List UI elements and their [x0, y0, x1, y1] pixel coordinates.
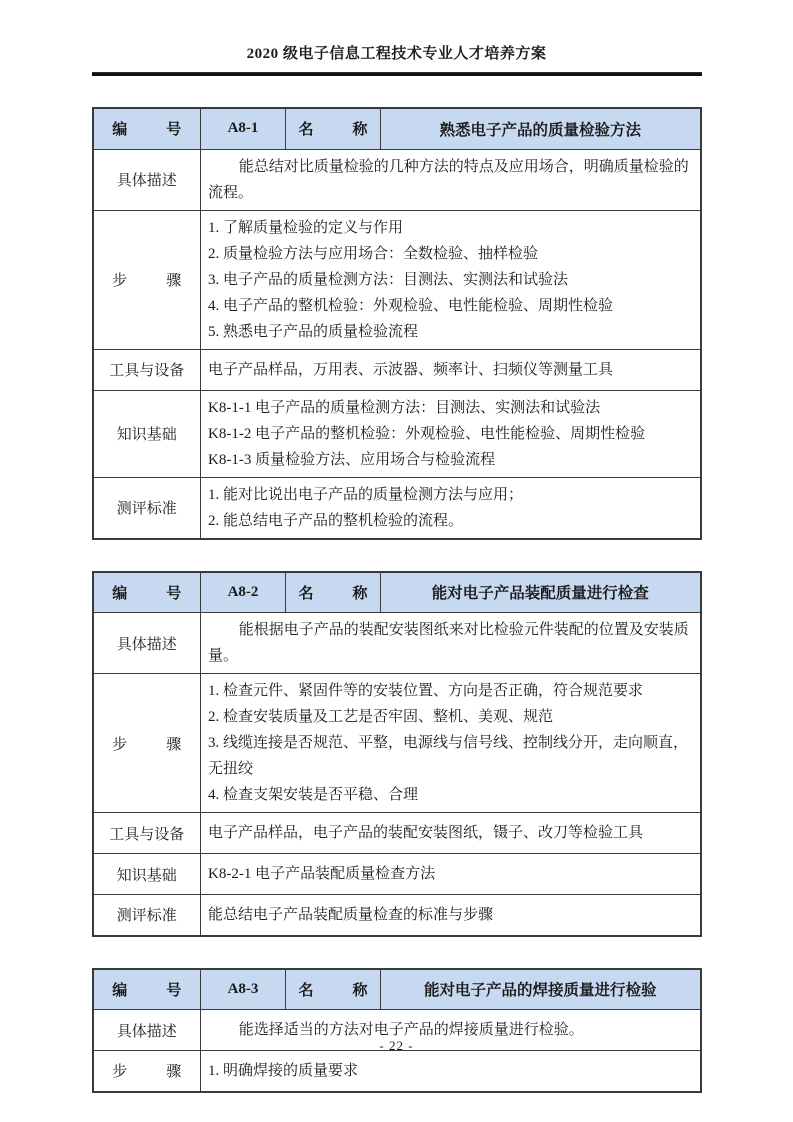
card-title: 熟悉电子产品的质量检验方法: [381, 108, 701, 149]
page-number: - 22 -: [379, 1038, 414, 1053]
table-row: [93, 674, 701, 813]
tools-label: 工具与设备: [93, 813, 201, 854]
id-value: A8-3: [201, 969, 286, 1010]
knowledge-line: K8-1-2 电子产品的整机检验：外观检验、电性能检验、周期性检验: [208, 425, 646, 442]
criteria-line: 1. 能对比说出电子产品的质量检测方法与应用；: [208, 486, 524, 503]
knowledge-label: 知识基础: [93, 390, 201, 477]
steps-label: [93, 674, 201, 813]
id-label: [93, 108, 201, 149]
description-text: 能总结对比质量检验的几种方法的特点及应用场合，明确质量检验的流程。: [208, 158, 689, 201]
steps-label: [93, 1051, 201, 1092]
table-row: [93, 477, 701, 539]
skill-card-a8-2: [92, 571, 702, 937]
steps-label-text: 步骤: [112, 736, 182, 753]
id-label: [93, 572, 201, 613]
id-label: [93, 969, 201, 1010]
criteria-label: 测评标准: [93, 477, 201, 539]
description-label: 具体描述: [93, 613, 201, 674]
description-label: 具体描述: [93, 149, 201, 210]
header-divider: [92, 72, 702, 76]
description-text: 能选择适当的方法对电子产品的焊接质量进行检验。: [238, 1022, 584, 1038]
steps-label-text: 步骤: [112, 273, 182, 289]
id-label-text: 编号: [112, 122, 182, 139]
step-line: 1. 了解质量检验的定义与作用: [208, 219, 404, 236]
steps-label: [93, 210, 201, 349]
card-title: 能对电子产品装配质量进行检查: [381, 572, 701, 613]
step-line: 3. 电子产品的质量检测方法：目测法、实测法和试验法: [208, 271, 569, 288]
table-row: [93, 149, 701, 210]
knowledge-line: K8-1-3 质量检验方法、应用场合与检验流程: [208, 451, 496, 468]
table-row: [93, 572, 701, 613]
step-line: 5. 熟悉电子产品的质量检验流程: [208, 323, 419, 340]
steps-label-text: 步骤: [112, 1064, 182, 1081]
criteria-cell: 能总结电子产品装配质量检查的标准与步骤: [201, 895, 701, 936]
name-label-text: 名称: [298, 982, 368, 999]
knowledge-label: 知识基础: [93, 854, 201, 895]
table-row: [93, 1051, 701, 1092]
steps-cell: [201, 210, 701, 349]
id-value: A8-2: [201, 572, 286, 613]
step-line: 1. 检查元件、紧固件等的安装位置、方向是否正确，符合规范要求: [208, 683, 644, 699]
step-line: 4. 检查支架安装是否平稳、合理: [208, 787, 419, 803]
table-row: [93, 969, 701, 1010]
step-line: 4. 电子产品的整机检验：外观检验、电性能检验、周期性检验: [208, 297, 614, 314]
id-value: A8-1: [201, 108, 286, 149]
name-label: [286, 572, 381, 613]
step-line: 3. 线缆连接是否规范、平整，电源线与信号线、控制线分开，走向顺直，无扭绞: [208, 735, 689, 777]
step-line: 2. 检查安装质量及工艺是否牢固、整机、美观、规范: [208, 709, 554, 725]
description-text: 能根据电子产品的装配安装图纸来对比检验元件装配的位置及安装质量。: [208, 622, 689, 664]
skill-card-a8-1: [92, 107, 702, 540]
table-row: [93, 108, 701, 149]
card-title: 能对电子产品的焊接质量进行检验: [381, 969, 701, 1010]
description-cell: [201, 149, 701, 210]
criteria-line: 2. 能总结电子产品的整机检验的流程。: [208, 512, 464, 529]
running-header: [92, 0, 702, 76]
id-label-text: 编号: [112, 982, 182, 999]
table-row: [93, 613, 701, 674]
name-label-text: 名称: [298, 122, 368, 139]
description-cell: [201, 613, 701, 674]
step-line: 2. 质量检验方法与应用场合：全数检验、抽样检验: [208, 245, 539, 262]
table-row: [93, 854, 701, 895]
table-row: [93, 390, 701, 477]
knowledge-line: K8-1-1 电子产品的质量检测方法：目测法、实测法和试验法: [208, 399, 601, 416]
name-label: [286, 969, 381, 1010]
knowledge-cell: K8-2-1 电子产品装配质量检查方法: [201, 854, 701, 895]
knowledge-cell: [201, 390, 701, 477]
steps-cell: 1. 明确焊接的质量要求: [201, 1051, 701, 1092]
steps-cell: [201, 674, 701, 813]
tools-cell: 电子产品样品，万用表、示波器、频率计、扫频仪等测量工具: [201, 349, 701, 390]
criteria-cell: [201, 477, 701, 539]
document-title: 2020 级电子信息工程技术专业人才培养方案: [246, 46, 547, 62]
table-row: [93, 813, 701, 854]
name-label-text: 名称: [298, 585, 368, 602]
tools-label: 工具与设备: [93, 349, 201, 390]
name-label: [286, 108, 381, 149]
description-label: 具体描述: [93, 1010, 201, 1051]
criteria-label: 测评标准: [93, 895, 201, 936]
skill-card-a8-3: [92, 968, 702, 1093]
table-row: [93, 895, 701, 936]
tools-cell: 电子产品样品，电子产品的装配安装图纸，镊子、改刀等检验工具: [201, 813, 701, 854]
id-label-text: 编号: [112, 585, 182, 602]
table-row: [93, 210, 701, 349]
table-row: [93, 349, 701, 390]
